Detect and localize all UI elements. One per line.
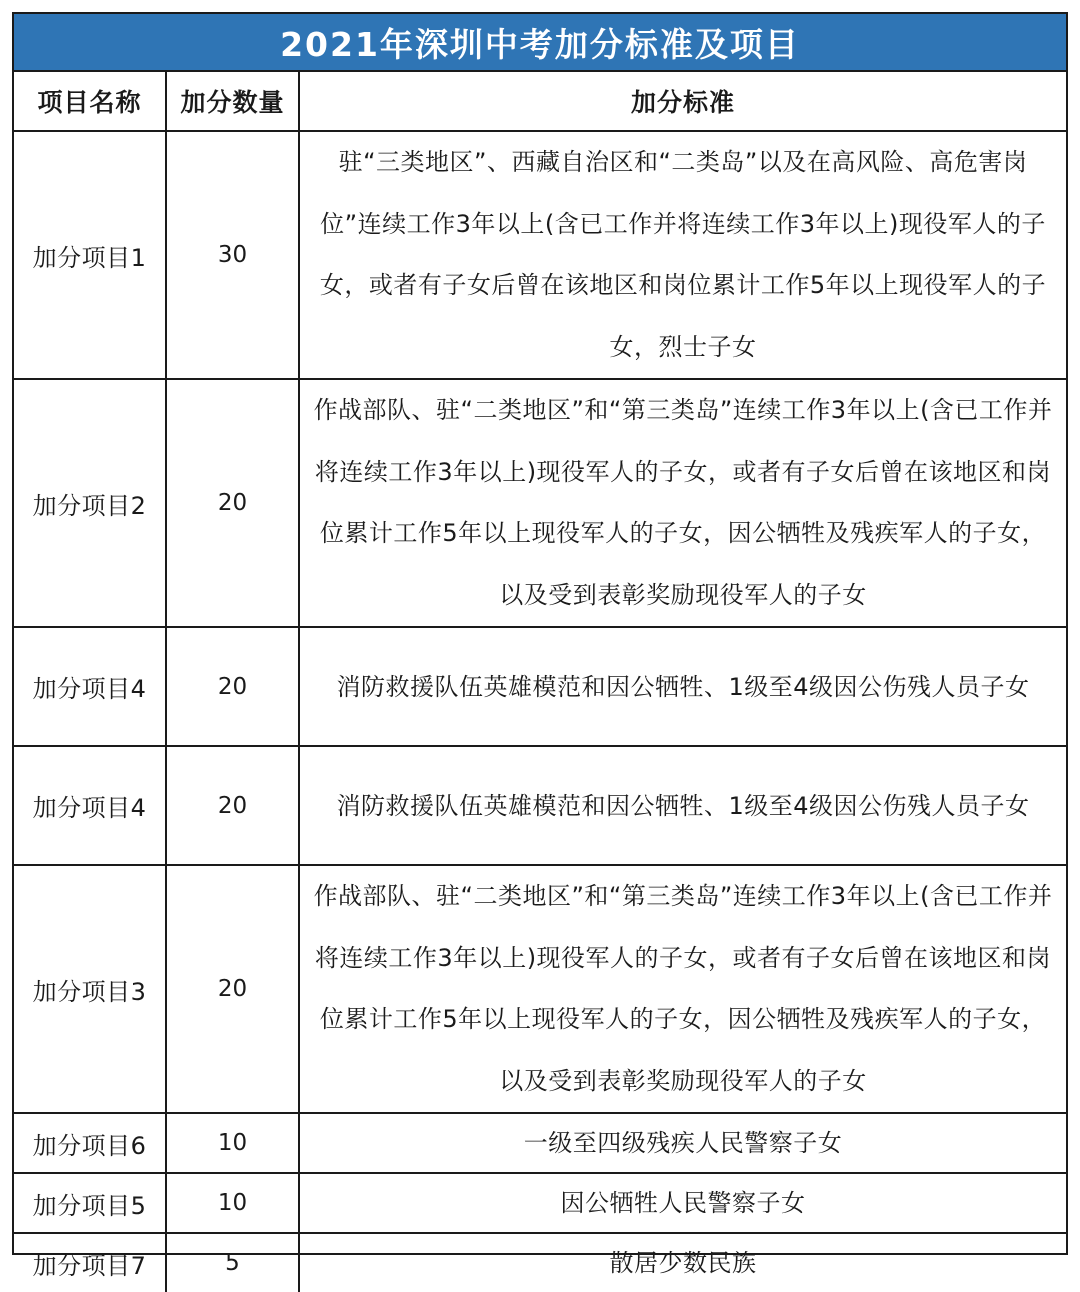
item-name-cell: 加分项目6 [14, 1113, 166, 1173]
item-name-cell: 加分项目1 [14, 131, 166, 379]
criteria-cell: 驻“三类地区”、西藏自治区和“二类岛”以及在高风险、高危害岗位”连续工作3年以上(含已工作并将连续工作3年以上)现役军人的子女，或者有子女后曾在该地区和岗位累计工作5年以上现役军人的子女，烈士子女 [299, 131, 1066, 379]
criteria-cell: 消防救援队伍英雄模范和因公牺牲、1级至4级因公伤残人员子女 [299, 627, 1066, 746]
item-name-cell: 加分项目4 [14, 627, 166, 746]
item-name-cell: 加分项目2 [14, 379, 166, 627]
bonus-points-table-sheet [12, 12, 1068, 1280]
item-name-cell: 加分项目4 [14, 746, 166, 865]
criteria-cell: 一级至四级残疾人民警察子女 [299, 1113, 1066, 1173]
points-cell: 20 [166, 379, 299, 627]
points-cell: 20 [166, 746, 299, 865]
header-criteria: 加分标准 [299, 72, 1066, 131]
points-cell: 20 [166, 865, 299, 1113]
header-row [14, 72, 1066, 131]
bonus-points-table [14, 72, 1066, 1292]
header-item-name: 项目名称 [14, 72, 166, 131]
criteria-cell: 作战部队、驻“二类地区”和“第三类岛”连续工作3年以上(含已工作并将连续工作3年以上)现役军人的子女，或者有子女后曾在该地区和岗位累计工作5年以上现役军人的子女，因公牺牲及残疾军人的子女，以及受到表彰奖励现役军人的子女 [299, 865, 1066, 1113]
table-row [14, 1113, 1066, 1173]
criteria-cell: 因公牺牲人民警察子女 [299, 1173, 1066, 1233]
item-name-cell: 加分项目7 [14, 1233, 166, 1292]
header-points: 加分数量 [166, 72, 299, 131]
table-row [14, 131, 1066, 379]
table-row [14, 1173, 1066, 1233]
item-name-cell: 加分项目3 [14, 865, 166, 1113]
points-cell: 20 [166, 627, 299, 746]
criteria-cell: 作战部队、驻“二类地区”和“第三类岛”连续工作3年以上(含已工作并将连续工作3年以上)现役军人的子女，或者有子女后曾在该地区和岗位累计工作5年以上现役军人的子女，因公牺牲及残疾军人的子女，以及受到表彰奖励现役军人的子女 [299, 379, 1066, 627]
table-row [14, 379, 1066, 627]
points-cell: 10 [166, 1173, 299, 1233]
table-row [14, 865, 1066, 1113]
item-name-cell: 加分项目5 [14, 1173, 166, 1233]
table-row [14, 627, 1066, 746]
table-row [14, 1233, 1066, 1292]
points-cell: 10 [166, 1113, 299, 1173]
table-title: 2021年深圳中考加分标准及项目 [14, 14, 1066, 72]
criteria-cell: 散居少数民族 [299, 1233, 1066, 1292]
criteria-cell: 消防救援队伍英雄模范和因公牺牲、1级至4级因公伤残人员子女 [299, 746, 1066, 865]
points-cell: 30 [166, 131, 299, 379]
table-row [14, 746, 1066, 865]
points-cell: 5 [166, 1233, 299, 1292]
